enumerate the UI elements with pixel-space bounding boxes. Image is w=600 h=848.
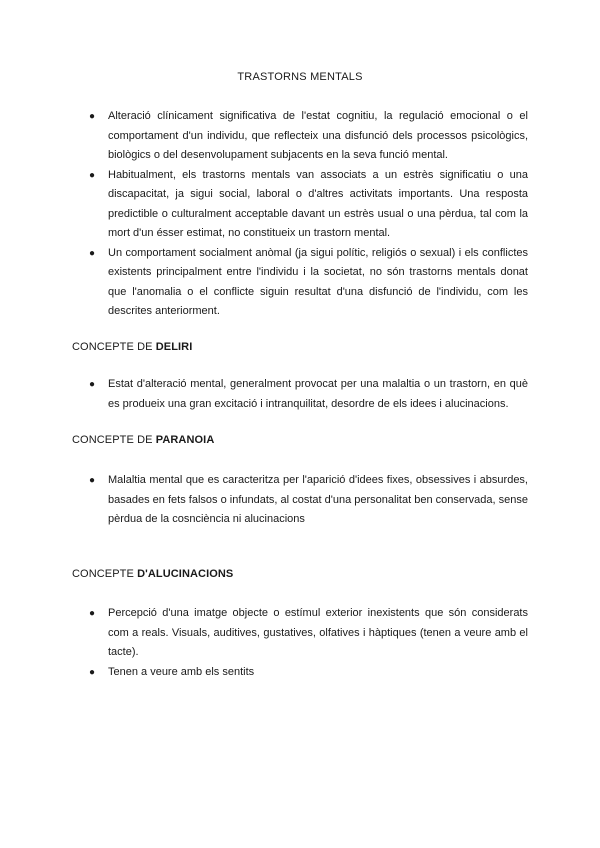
page-title: TRASTORNS MENTALS bbox=[237, 71, 363, 83]
list-item-text: Malaltia mental que es caracteritza per l'aparició d'idees fixes, obsessives i absurdes, basades en fets falsos o infundats, al costat d'una personalitat ben conservada, sense pèrdua de la cosnciència ni alucinacions bbox=[108, 474, 528, 525]
heading-paranoia bbox=[72, 434, 214, 446]
bullet-icon: ● bbox=[89, 111, 96, 122]
list-item-text: Alteració clínicament significativa de l'estat cognitiu, la regulació emocional o el comportament d'un individu, que reflecteix una disfunció dels processos psicològics, biològics o del desenvolupament subjacents en la seva funció mental. bbox=[108, 110, 528, 161]
list-item bbox=[72, 107, 528, 166]
deliri-bullet-list bbox=[72, 375, 528, 414]
list-item-text: Percepció d'una imatge objecte o estímul exterior inexistents que són considerats com a reals. Visuals, auditives, gustatives, olfatives i hàptiques (tenen a veure amb el tacte). bbox=[108, 607, 528, 658]
heading-alucinacions bbox=[72, 568, 233, 580]
list-item-text: Un comportament socialment anòmal (ja sigui polític, religiós o sexual) i els conflictes existents principalment entre l'individu i la societat, no són trastorns mentals donat que l'anomalia o el conflicte siguin resultat d'una disfunció de l'individu, com les descrites anteriorment. bbox=[108, 246, 528, 317]
paranoia-bullet-list bbox=[72, 471, 528, 530]
bullet-icon: ● bbox=[89, 666, 96, 678]
heading-prefix: CONCEPTE DE bbox=[72, 434, 156, 446]
list-item bbox=[72, 471, 528, 530]
list-item bbox=[72, 244, 528, 322]
list-item bbox=[72, 375, 528, 414]
list-item bbox=[72, 604, 528, 663]
heading-term: PARANOIA bbox=[155, 434, 215, 446]
intro-bullet-list bbox=[72, 107, 528, 322]
heading-term: DELIRI bbox=[155, 341, 193, 353]
bullet-icon: ● bbox=[89, 379, 96, 390]
list-item-text: Tenen a veure amb els sentits bbox=[108, 665, 255, 678]
bullet-icon: ● bbox=[89, 608, 96, 619]
heading-prefix: CONCEPTE bbox=[72, 568, 138, 580]
list-item bbox=[72, 166, 528, 244]
heading-prefix: CONCEPTE DE bbox=[72, 341, 156, 353]
bullet-icon: ● bbox=[89, 169, 96, 181]
list-item-text: Habitualment, els trastorns mentals van associats a un estrès significatiu o una discapacitat, ja sigui social, laboral o d'altres activitats importants. Una resposta predictible o culturalment acceptable davant un estrès usual o una pèrdua, tal com la mort d'un ésser estimat, no constitueix un trastorn mental. bbox=[108, 168, 528, 239]
list-item bbox=[72, 663, 528, 683]
heading-term: D'ALUCINACIONS bbox=[137, 568, 234, 580]
bullet-icon: ● bbox=[89, 247, 96, 259]
heading-deliri bbox=[72, 341, 192, 353]
bullet-icon: ● bbox=[89, 475, 96, 486]
list-item-text: Estat d'alteració mental, generalment provocat per una malaltia o un trastorn, en què es produeix una gran excitació i intranquilitat, desordre de els idees i alucinacions. bbox=[108, 378, 528, 410]
alucinacions-bullet-list bbox=[72, 604, 528, 682]
